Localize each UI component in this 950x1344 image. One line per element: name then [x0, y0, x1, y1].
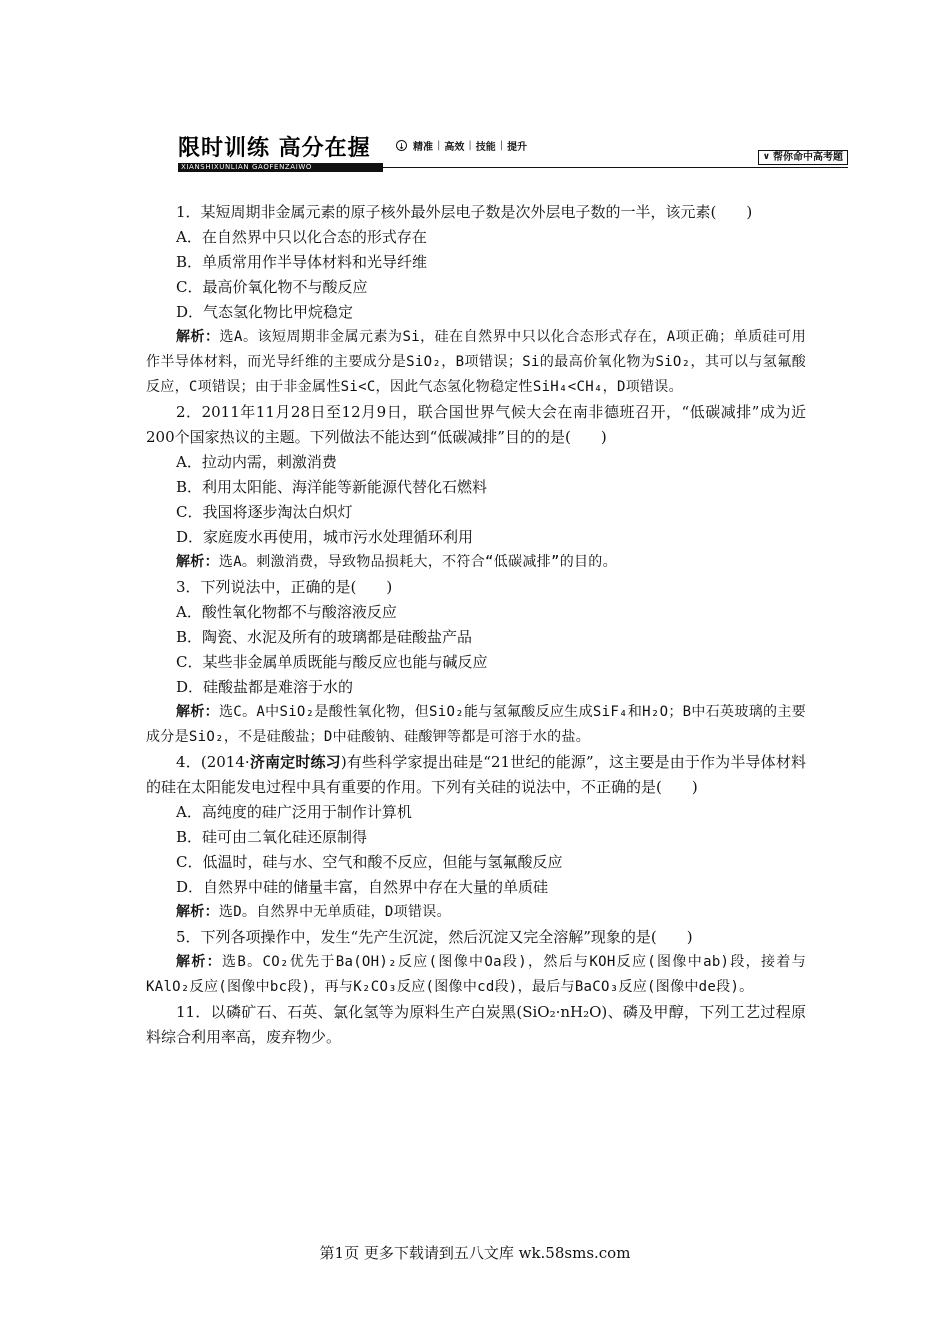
- question-stem: 1．某短周期非金属元素的原子核外最外层电子数是次外层电子数的一半，该元素( ): [176, 203, 753, 221]
- question-source: 济南定时练习: [249, 753, 341, 771]
- analysis: [146, 550, 806, 575]
- analysis: [146, 900, 806, 925]
- option: D．自然界中硅的储量丰富，自然界中存在大量的单质硅: [176, 878, 549, 896]
- header-pinyin: XIANSHIXUNLIAN GAOFENZAIWO: [178, 163, 383, 172]
- analysis-text: 选A。刺激消费，导致物品损耗大，不符合“低碳减排”的目的。: [218, 554, 617, 570]
- option: C．某些非金属单质既能与酸反应也能与碱反应: [176, 653, 488, 671]
- tag-separator: |: [499, 140, 504, 151]
- analysis-label: 解析：: [176, 704, 219, 720]
- question-content: [146, 200, 806, 1050]
- option: C．我国将逐步淘汰白炽灯: [176, 503, 353, 521]
- page-footer: 第1页 更多下载请到五八文库 wk.58sms.com: [319, 1244, 631, 1262]
- option: A．拉动内需，刺激消费: [176, 453, 337, 471]
- question-stem: [146, 750, 806, 800]
- option: B．陶瓷、水泥及所有的玻璃都是硅酸盐产品: [176, 628, 473, 646]
- header-tag: 高效: [444, 142, 465, 153]
- analysis-label: 解析：: [176, 329, 220, 345]
- arrow-down-circle-icon: ↓: [396, 140, 407, 151]
- option: D．硅酸盐都是难溶于水的: [176, 678, 354, 696]
- question-stem: 5．下列各项操作中，发生“先产生沉淀，然后沉淀又完全溶解”现象的是( ): [176, 928, 693, 946]
- analysis: [146, 700, 806, 750]
- analysis-text: 选B。CO₂优先于Ba(OH)₂反应(图像中Oa段)，然后与KOH反应(图像中ab)段，接着与KAlO₂反应(图像中bc段)，再与K₂CO₃反应(图像中cd段)，最后与BaCO₃反应(图像中de段)。: [146, 954, 806, 995]
- question-stem: 11．以磷矿石、石英、氯化氢等为原料生产白炭黑(SiO₂·nH₂O)、磷及甲醇，下列工艺过程原料综合利用率高，废弃物少。: [146, 1003, 806, 1046]
- option: D．气态氢化物比甲烷稳定: [176, 303, 354, 321]
- analysis: [146, 325, 806, 400]
- option: C．最高价氧化物不与酸反应: [176, 278, 368, 296]
- option: A．在自然界中只以化合态的形式存在: [176, 228, 427, 246]
- option: C．低温时，硅与水、空气和酸不反应，但能与氢氟酸反应: [176, 853, 563, 871]
- header-title: 限时训练 高分在握: [178, 136, 371, 161]
- analysis-text: 选D。自然界中无单质硅，D项错误。: [218, 904, 451, 920]
- option: B．利用太阳能、海洋能等新能源代替化石燃料: [176, 478, 488, 496]
- question-stem: 2．2011年11月28日至12月9日，联合国世界气候大会在南非德班召开，“低碳减排”成为近200个国家热议的主题。下列做法不能达到“低碳减排”目的的是( ): [146, 403, 806, 446]
- header-tag: 提升: [507, 142, 528, 153]
- option: D．家庭废水再使用，城市污水处理循环利用: [176, 528, 474, 546]
- option: A．酸性氧化物都不与酸溶液反应: [176, 603, 397, 621]
- header-rule: [383, 167, 848, 168]
- option: B．单质常用作半导体材料和光导纤维: [176, 253, 428, 271]
- analysis-text: 选A。该短周期非金属元素为Si，硅在自然界中只以化合态形式存在，A项正确；单质硅可用作半导体材料，而光导纤维的主要成分是SiO₂，B项错误；Si的最高价氧化物为SiO₂，其可以与氢氟酸反应，C项错误；由于非金属性Si<C，因此气态氢化物稳定性SiH₄<CH₄，D项错误。: [146, 329, 806, 395]
- question-stem-text: )有些科学家提出硅是“21世纪的能源”，这主要是由于作为半导体材料的硅在太阳能发电过程中具有重要的作用。下列有关硅的说法中，不正确的是( ): [146, 753, 806, 796]
- option: B．硅可由二氧化硅还原制得: [176, 828, 368, 846]
- header-tags: [396, 138, 527, 153]
- header-tag: 精准: [413, 142, 433, 153]
- header-badge: [758, 150, 848, 165]
- question-stem: 3．下列说法中，正确的是( ): [176, 578, 393, 596]
- analysis-text: 选C。A中SiO₂是酸性氧化物，但SiO₂能与氢氟酸反应生成SiF₄和H₂O；B中石英玻璃的主要成分是SiO₂，不是硅酸盐；D中硅酸钠、硅酸钾等都是可溶于水的盐。: [146, 704, 806, 745]
- analysis-label: 解析：: [176, 954, 223, 970]
- tag-separator: |: [437, 140, 441, 151]
- chevron-down-icon: ∨: [762, 152, 770, 162]
- tag-separator: |: [468, 140, 472, 151]
- option: A．高纯度的硅广泛用于制作计算机: [176, 803, 412, 821]
- analysis-label: 解析：: [176, 904, 219, 920]
- analysis: [146, 950, 806, 1000]
- analysis-label: 解析：: [176, 554, 219, 570]
- header-tag: 技能: [475, 142, 496, 153]
- page-header: [178, 136, 848, 172]
- header-badge-label: 帮你命中高考题: [773, 152, 843, 163]
- question-stem-prefix: 4．(2014·: [176, 753, 250, 771]
